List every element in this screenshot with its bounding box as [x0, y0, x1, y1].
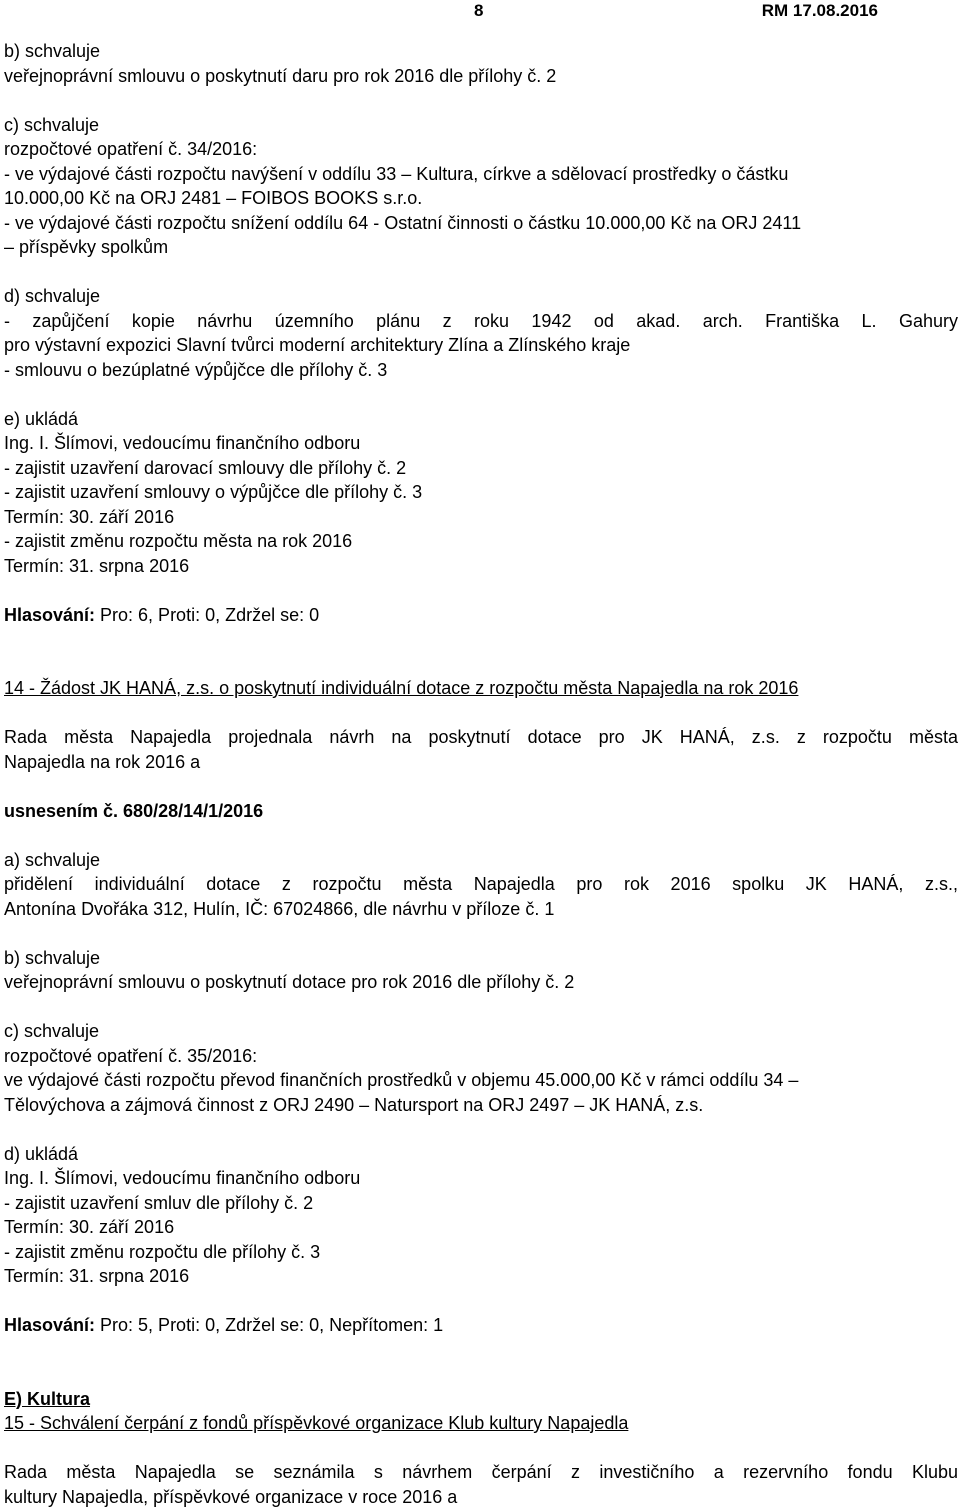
item-15-intro-2: kultury Napajedla, příspěvkové organizace v roce 2016 a — [4, 1485, 958, 1509]
page-number: 8 — [474, 1, 483, 21]
sec-e1-line-2: - zajistit uzavření darovací smlouvy dle přílohy č. 2 — [4, 456, 958, 481]
sec-e1-line-5: - zajistit změnu rozpočtu města na rok 2016 — [4, 529, 958, 554]
sec-b1-text: veřejnoprávní smlouvu o poskytnutí daru pro rok 2016 dle přílohy č. 2 — [4, 64, 958, 89]
item-14-b-line-1: veřejnoprávní smlouvu o poskytnutí dotace pro rok 2016 dle přílohy č. 2 — [4, 970, 958, 995]
vote-2-label: Hlasování: — [4, 1315, 95, 1335]
item-14-intro-2: Napajedla na rok 2016 a — [4, 750, 958, 775]
sec-c1-line-2: - ve výdajové části rozpočtu navýšení v oddílu 33 – Kultura, církve a sdělovací prostředky o částku — [4, 162, 958, 187]
meeting-date: RM 17.08.2016 — [762, 1, 878, 21]
sec-d1-line-3: - smlouvu o bezúplatné výpůjčce dle přílohy č. 3 — [4, 358, 958, 383]
sec-e1-line-1: Ing. I. Šlímovi, vedoucímu finančního odboru — [4, 431, 958, 456]
sec-c1-line-5: – příspěvky spolkům — [4, 235, 958, 260]
sec-e1-line-4: Termín: 30. září 2016 — [4, 505, 958, 530]
item-15-heading: 15 - Schválení čerpání z fondů příspěvkové organizace Klub kultury Napajedla — [4, 1411, 958, 1436]
sec-d1-line-1: - zapůjčení kopie návrhu územního plánu z roku 1942 od akad. arch. Františka L. Gahury — [4, 309, 958, 334]
sec-d1-title: d) schvaluje — [4, 284, 958, 309]
item-14-d-line-5: Termín: 31. srpna 2016 — [4, 1264, 958, 1289]
item-14-d-line-4: - zajistit změnu rozpočtu dle přílohy č. 3 — [4, 1240, 958, 1265]
item-14-a-line-2: Antonína Dvořáka 312, Hulín, IČ: 67024866, dle návrhu v příloze č. 1 — [4, 897, 958, 922]
item-14-c-line-2: ve výdajové části rozpočtu převod finančních prostředků v objemu 45.000,00 Kč v rámci oddílu 34 – — [4, 1068, 958, 1093]
vote-2-text: Pro: 5, Proti: 0, Zdržel se: 0, Nepřítomen: 1 — [95, 1315, 443, 1335]
item-14-intro-1: Rada města Napajedla projednala návrh na poskytnutí dotace pro JK HANÁ, z.s. z rozpočtu města — [4, 725, 958, 750]
item-14-d-line-1: Ing. I. Šlímovi, vedoucímu finančního odboru — [4, 1166, 958, 1191]
item-14-d-line-2: - zajistit uzavření smluv dle přílohy č. 2 — [4, 1191, 958, 1216]
item-14-heading: 14 - Žádost JK HANÁ, z.s. o poskytnutí individuální dotace z rozpočtu města Napajedla na rok 2016 — [4, 676, 958, 701]
section-e-title: E) Kultura — [4, 1387, 958, 1412]
item-14-c-line-3: Tělovýchova a zájmová činnost z ORJ 2490 – Natursport na ORJ 2497 – JK HANÁ, z.s. — [4, 1093, 958, 1118]
item-14-resolution: usnesením č. 680/28/14/1/2016 — [4, 799, 958, 824]
document-body — [4, 39, 958, 1509]
sec-c1-line-1: rozpočtové opatření č. 34/2016: — [4, 137, 958, 162]
item-14-a-line-1: přidělení individuální dotace z rozpočtu města Napajedla pro rok 2016 spolku JK HANÁ, z.s., — [4, 872, 958, 897]
vote-1-text: Pro: 6, Proti: 0, Zdržel se: 0 — [95, 605, 319, 625]
item-14-d-title: d) ukládá — [4, 1142, 958, 1167]
item-15-intro-1: Rada města Napajedla se seznámila s návrhem čerpání z investičního a rezervního fondu Klubu — [4, 1460, 958, 1485]
sec-c1-line-4: - ve výdajové části rozpočtu snížení oddílu 64 - Ostatní činnosti o částku 10.000,00 Kč na ORJ 2411 — [4, 211, 958, 236]
sec-e1-line-3: - zajistit uzavření smlouvy o výpůjčce dle přílohy č. 3 — [4, 480, 958, 505]
sec-b1-title: b) schvaluje — [4, 39, 958, 64]
sec-c1-title: c) schvaluje — [4, 113, 958, 138]
item-14-c-line-1: rozpočtové opatření č. 35/2016: — [4, 1044, 958, 1069]
vote-1-label: Hlasování: — [4, 605, 95, 625]
sec-d1-line-2: pro výstavní expozici Slavní tvůrci moderní architektury Zlína a Zlínského kraje — [4, 333, 958, 358]
sec-e1-line-6: Termín: 31. srpna 2016 — [4, 554, 958, 579]
item-14-a-title: a) schvaluje — [4, 848, 958, 873]
sec-c1-line-3: 10.000,00 Kč na ORJ 2481 – FOIBOS BOOKS s.r.o. — [4, 186, 958, 211]
item-14-b-title: b) schvaluje — [4, 946, 958, 971]
sec-e1-title: e) ukládá — [4, 407, 958, 432]
item-14-d-line-3: Termín: 30. září 2016 — [4, 1215, 958, 1240]
vote-2 — [4, 1313, 958, 1338]
vote-1 — [4, 603, 958, 628]
item-14-c-title: c) schvaluje — [4, 1019, 958, 1044]
